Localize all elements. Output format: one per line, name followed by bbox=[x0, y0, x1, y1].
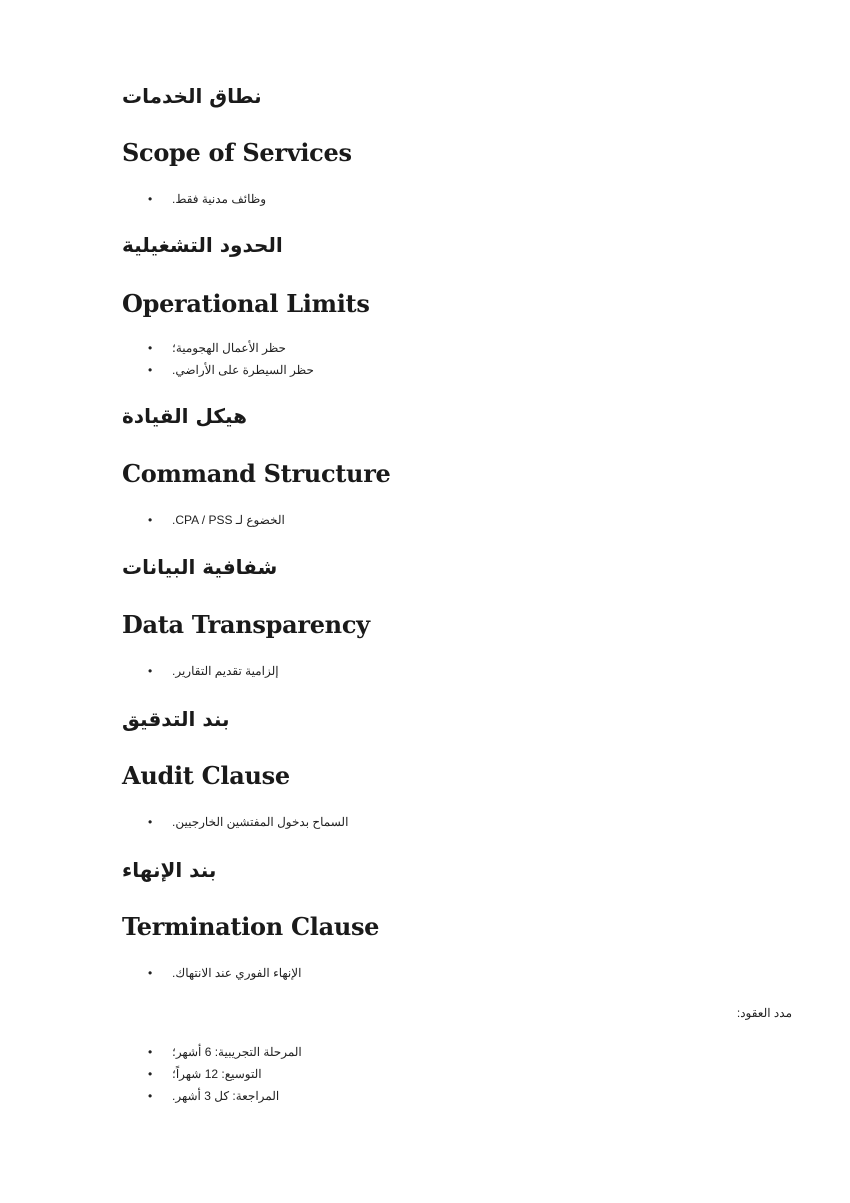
section-heading-audit-clause: Audit Clause bbox=[122, 761, 290, 790]
section-heading-termination-clause: Termination Clause bbox=[122, 912, 380, 941]
bullet-icon: • bbox=[148, 513, 153, 527]
bullet-icon: • bbox=[148, 1067, 153, 1081]
bullet-icon: • bbox=[148, 363, 153, 377]
contract-durations-label: مدد العقود: bbox=[736, 1006, 792, 1020]
list-item-text: حظر الأعمال الهجومية؛ bbox=[172, 341, 286, 355]
list-item-text: وظائف مدنية فقط. bbox=[172, 192, 267, 206]
section-heading-operational-limits: Operational Limits bbox=[122, 289, 370, 318]
list-item-text: حظر السيطرة على الأراضي. bbox=[172, 363, 314, 377]
list-item-text: السماح بدخول المفتشين الخارجيين. bbox=[172, 815, 349, 829]
bullet-icon: • bbox=[148, 1045, 153, 1059]
list-item-text: إلزامية تقديم التقارير. bbox=[172, 664, 279, 678]
bullet-icon: • bbox=[148, 341, 153, 355]
bullet-icon: • bbox=[148, 664, 153, 678]
bullet-icon: • bbox=[148, 192, 153, 206]
section-heading-arabic-operational-limits: الحدود التشغيلية bbox=[122, 233, 283, 257]
list-item-text: الإنهاء الفوري عند الانتهاك. bbox=[172, 966, 302, 980]
list-item-text: الخضوع لـ CPA / PSS. bbox=[172, 513, 285, 527]
bullet-icon: • bbox=[148, 815, 153, 829]
section-heading-arabic-scope: نطاق الخدمات bbox=[122, 84, 262, 108]
section-heading-data-transparency: Data Transparency bbox=[122, 610, 370, 639]
section-heading-arabic-data-transparency: شفافية البيانات bbox=[122, 555, 278, 579]
list-item-text: التوسيع: 12 شهراً؛ bbox=[172, 1067, 262, 1081]
section-heading-scope-of-services: Scope of Services bbox=[122, 138, 352, 167]
bullet-icon: • bbox=[148, 966, 153, 980]
section-heading-arabic-audit-clause: بند التدقيق bbox=[122, 707, 230, 731]
section-heading-arabic-command-structure: هيكل القيادة bbox=[122, 404, 247, 428]
section-heading-arabic-termination-clause: بند الإنهاء bbox=[122, 858, 217, 882]
list-item-text: المرحلة التجريبية: 6 أشهر؛ bbox=[172, 1045, 302, 1059]
bullet-icon: • bbox=[148, 1089, 153, 1103]
list-item-text: المراجعة: كل 3 أشهر. bbox=[172, 1089, 280, 1103]
section-heading-command-structure: Command Structure bbox=[122, 459, 391, 488]
